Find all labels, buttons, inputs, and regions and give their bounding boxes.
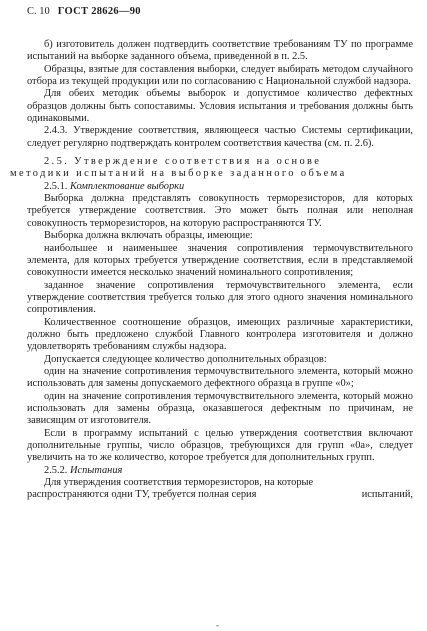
- footer-mark: -: [216, 620, 219, 630]
- page-number: С. 10: [27, 6, 50, 17]
- section-2-5-heading-line2: методики испытаний на выборке заданного объема: [10, 168, 347, 180]
- subsection-2-5-1-number: 2.5.1.: [44, 180, 68, 192]
- paragraph-both-methods: Для обеих методик объемы выборок и допустимое количество дефектных образцов должны быть сопоставимы. Условия испытания и требования должны быть одинаковыми.: [27, 88, 413, 125]
- paragraph-full-series-right: испытаний,: [361, 489, 413, 501]
- section-2-5-heading: [10, 156, 413, 181]
- paragraph-full-series-line: [27, 489, 413, 501]
- standard-designation: ГОСТ 28626—90: [57, 6, 141, 17]
- paragraph-sample-composition: Выборка должна представлять совокупность терморезисторов, для которых требуется утверждение соответствия. Это может быть полная или неполная совокупность терморезисторов, на которую распространяются ТУ.: [27, 193, 413, 229]
- paragraph-sample-includes: Выборка должна включать образцы, имеющие:: [44, 230, 253, 242]
- paragraph-given-value: заданное значение сопротивления термочувствительного элемента, если утверждение соответствия требуется только для этого одного значения номинального сопротивления.: [27, 279, 413, 316]
- paragraph-one-replace-defective: один на значение сопротивления термочувствительного элемента, который можно использовать для замены допускаемого дефектного образца в группе «0»;: [27, 365, 413, 390]
- subsection-2-5-2-number: 2.5.2.: [44, 464, 68, 476]
- subsection-2-5-2-title: Испытания: [70, 464, 123, 476]
- page-header: [27, 6, 413, 20]
- paragraph-additional-samples: Допускается следующее количество дополнительных образцов:: [44, 353, 327, 365]
- paragraph-approval-thermistors: Для утверждения соответствия терморезисторов, на которые: [44, 477, 314, 489]
- section-2-5-heading-line1: 2.5. Утверждение соответствия на основе: [44, 156, 322, 168]
- clause-2-4-3: 2.4.3. Утверждение соответствия, являющееся частью Системы сертификации, следует регулярно подтверждать контролем соответствия качества (см. п. 2.6).: [27, 125, 413, 149]
- paragraph-sampling-method: Образцы, взятые для составления выборки, следует выбирать методом случайного отбора из текущей продукции или по согласованию с Национальной службой надзора.: [27, 63, 413, 88]
- paragraph-quantity-ratio: Количественное соотношение образцов, имеющих различные характеристики, должно быть предложено службой Главного контролера изготовителя и должно удовлетворять требованиям службы надзора.: [27, 316, 413, 353]
- subsection-2-5-2-heading: [27, 465, 413, 477]
- paragraph-one-replace-sample: один на значение сопротивления термочувствительного элемента, который можно использовать для замены образца, оказавшегося дефектным по причинам, не зависящим от изготовителя.: [27, 390, 413, 427]
- paragraph-full-series-left: распространяются одни ТУ, требуется полная серия: [27, 489, 257, 501]
- subsection-2-5-1-heading: [27, 181, 413, 193]
- paragraph-item-b: б) изготовитель должен подтвердить соответствие требованиям ТУ по программе испытаний на выборке заданного объема, приведенной в п. 2.5.: [27, 39, 413, 63]
- paragraph-max-min-values: наибольшее и наименьшее значения сопротивления термочувствительного элемента, для которых требуется утверждение соответствия, если в представляемой совокупности имеется несколько значений номинального сопротивления;: [27, 242, 413, 279]
- subsection-2-5-1-title: Комплектование выборки: [70, 180, 185, 192]
- paragraph-additional-groups: Если в программу испытаний с целью утверждения соответствия включают дополнительные группы, число образцов, требующихся для групп «0а», следует увеличить на то же количество, которое требуется для дополнительных групп.: [27, 427, 413, 464]
